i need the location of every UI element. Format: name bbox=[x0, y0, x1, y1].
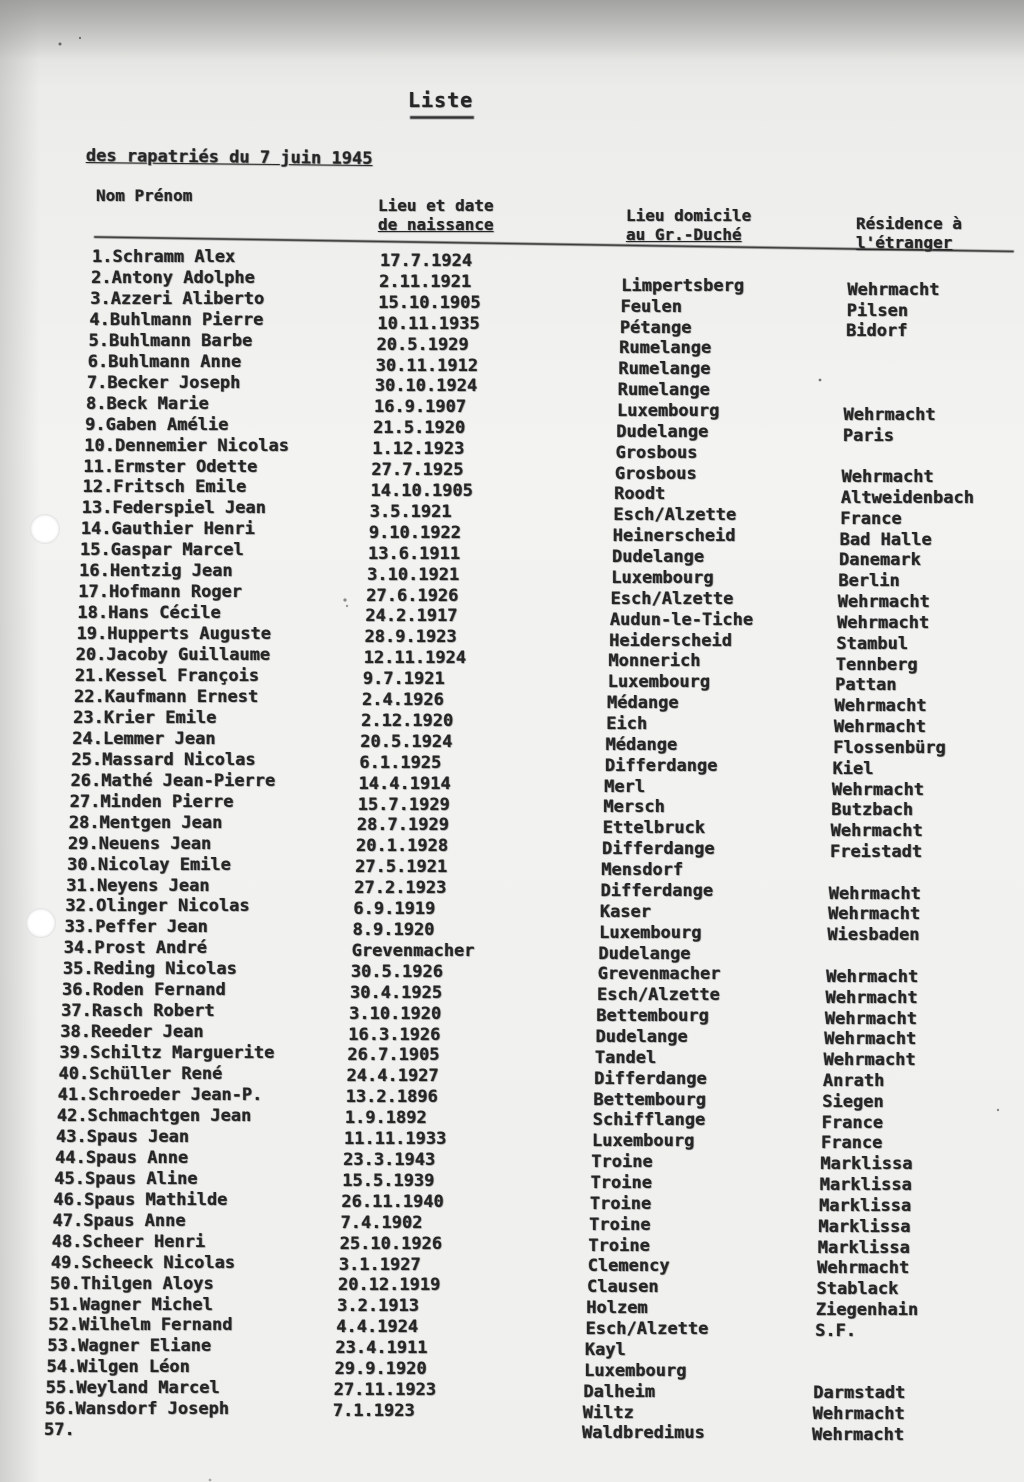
cell-birth: 12.11.1924 bbox=[363, 648, 467, 669]
cell-name: 24.Lemmer Jean bbox=[72, 728, 216, 749]
cell-domicile: Wiltz bbox=[582, 1402, 634, 1423]
cell-birth: 24.4.1927 bbox=[346, 1066, 439, 1087]
cell-birth: 21.5.1920 bbox=[373, 418, 466, 439]
cell-name: 4.Buhlmann Pierre bbox=[89, 309, 264, 330]
cell-name: 53.Wagner Eliane bbox=[47, 1336, 212, 1357]
cell-birth: 10.11.1935 bbox=[377, 313, 480, 334]
cell-name: 18.Hans Cécile bbox=[77, 603, 221, 624]
cell-birth: 28.7.1929 bbox=[356, 815, 449, 836]
cell-abroad: Marklissa bbox=[819, 1175, 912, 1196]
cell-birth: 30.4.1925 bbox=[350, 982, 443, 1003]
cell-domicile: Luxembourg bbox=[592, 1131, 695, 1152]
cell-abroad: Wehrmacht bbox=[812, 1424, 905, 1445]
cell-abroad: Darmstadt bbox=[813, 1383, 906, 1404]
cell-domicile: Troine bbox=[588, 1235, 650, 1256]
cell-abroad: Siegen bbox=[822, 1091, 884, 1112]
cell-domicile: Grosbous bbox=[615, 442, 698, 463]
cell-birth: Grevenmacher bbox=[351, 940, 475, 961]
cell-name: 9.Gaben Amélie bbox=[85, 414, 229, 435]
cell-name: 55.Weyland Marcel bbox=[45, 1378, 220, 1399]
cell-birth: 3.5.1921 bbox=[369, 501, 452, 522]
cell-domicile: Dalheim bbox=[583, 1381, 656, 1402]
cell-abroad: Marklissa bbox=[820, 1154, 913, 1175]
cell-birth: 14.10.1905 bbox=[370, 480, 473, 501]
cell-name: 32.Olinger Nicolas bbox=[65, 896, 250, 917]
cell-name: 12.Fritsch Emile bbox=[82, 477, 247, 498]
cell-abroad: Marklissa bbox=[819, 1195, 912, 1216]
cell-birth: 27.11.1923 bbox=[333, 1379, 437, 1400]
cell-birth: 24.2.1917 bbox=[365, 606, 458, 627]
cell-birth: 20.1.1928 bbox=[356, 836, 449, 857]
cell-abroad: Stambul bbox=[836, 633, 909, 654]
list-row bbox=[0, 1042, 1024, 1071]
cell-abroad: Wehrmacht bbox=[834, 696, 927, 717]
cell-birth: 27.2.1923 bbox=[354, 878, 447, 899]
list-row bbox=[0, 812, 1024, 842]
header-abroad-line2: l'étranger bbox=[856, 233, 953, 252]
cell-birth: 23.4.1911 bbox=[335, 1338, 428, 1359]
list-row bbox=[0, 1419, 1024, 1445]
cell-birth: 30.5.1926 bbox=[350, 961, 443, 982]
cell-birth: 30.11.1912 bbox=[375, 355, 479, 376]
cell-domicile: Esch/Alzette bbox=[585, 1319, 709, 1340]
list-row bbox=[0, 875, 1024, 904]
cell-abroad: Wehrmacht bbox=[831, 779, 925, 800]
list-row bbox=[0, 1021, 1024, 1050]
list-row bbox=[0, 707, 1024, 738]
cell-domicile: Differdange bbox=[600, 880, 714, 901]
cell-name: 31.Neyens Jean bbox=[66, 875, 210, 896]
cell-domicile: Luxembourg bbox=[607, 672, 711, 693]
cell-name: 26.Mathé Jean-Pierre bbox=[70, 770, 276, 791]
cell-birth: 27.5.1921 bbox=[355, 857, 448, 878]
cell-domicile: Differdange bbox=[594, 1068, 707, 1089]
cell-abroad: Stablack bbox=[816, 1279, 899, 1300]
cell-abroad: Flossenbürg bbox=[833, 737, 946, 758]
cell-name: 29.Neuens Jean bbox=[68, 833, 212, 854]
cell-birth: 15.7.1929 bbox=[357, 794, 450, 815]
list-row bbox=[0, 1356, 1024, 1381]
cell-birth: 2.11.1921 bbox=[379, 271, 472, 292]
cell-name: 50.Thilgen Aloys bbox=[50, 1273, 214, 1294]
cell-abroad: Paris bbox=[842, 425, 895, 446]
cell-birth: 26.11.1940 bbox=[341, 1191, 444, 1212]
cell-birth: 7.1.1923 bbox=[332, 1400, 415, 1421]
cell-abroad: Wehrmacht bbox=[837, 592, 930, 613]
cell-name: 14.Gauthier Henri bbox=[80, 519, 255, 540]
list-row bbox=[0, 351, 1024, 380]
cell-domicile: Kaser bbox=[599, 901, 652, 922]
cell-domicile: Luxembourg bbox=[617, 401, 720, 422]
cell-birth: 26.7.1905 bbox=[347, 1045, 440, 1066]
cell-name: 3.Azzeri Aliberto bbox=[90, 288, 265, 309]
cell-domicile: Holzem bbox=[586, 1298, 648, 1319]
cell-birth: 23.3.1943 bbox=[343, 1150, 436, 1170]
cell-abroad: Wiesbaden bbox=[827, 925, 920, 946]
cell-name: 49.Scheeck Nicolas bbox=[50, 1252, 236, 1273]
list-row bbox=[0, 644, 1024, 675]
cell-birth: 3.10.1921 bbox=[367, 564, 460, 585]
list-row bbox=[0, 854, 1024, 881]
cell-domicile: Schifflange bbox=[592, 1110, 706, 1131]
cell-domicile: Dudelange bbox=[598, 943, 691, 964]
cell-domicile: Differdange bbox=[602, 839, 715, 860]
cell-domicile: Troine bbox=[589, 1214, 651, 1235]
cell-name: 44.Spaus Anne bbox=[55, 1147, 189, 1168]
list-row bbox=[0, 330, 1024, 359]
cell-name: 20.Jacoby Guillaume bbox=[75, 645, 271, 666]
cell-birth: 13.2.1896 bbox=[345, 1087, 438, 1108]
list-row bbox=[0, 791, 1024, 821]
cell-abroad: Wehrmacht bbox=[824, 1008, 917, 1029]
cell-birth: 8.9.1920 bbox=[352, 920, 435, 941]
list-row bbox=[0, 895, 1024, 925]
cell-name: 10.Dennemier Nicolas bbox=[84, 435, 289, 456]
cell-abroad: Wehrmacht bbox=[828, 883, 921, 904]
header-birth-line2: de naissance bbox=[378, 215, 494, 234]
cell-domicile: Troine bbox=[589, 1193, 652, 1214]
cell-birth: 27.7.1925 bbox=[371, 460, 464, 481]
list-row bbox=[0, 833, 1024, 862]
document-subtitle: des rapatriés du 7 juin 1945 bbox=[85, 146, 373, 169]
cell-domicile: Heinerscheid bbox=[612, 526, 736, 547]
cell-birth: 13.6.1911 bbox=[368, 543, 461, 564]
cell-name: 25.Massard Nicolas bbox=[71, 749, 256, 770]
cell-domicile: Eich bbox=[606, 714, 648, 734]
cell-birth: 6.1.1925 bbox=[359, 752, 442, 773]
cell-name: 19.Hupperts Auguste bbox=[76, 624, 272, 645]
list-row bbox=[0, 686, 1024, 717]
cell-domicile: Rumelange bbox=[618, 359, 711, 380]
list-row bbox=[0, 1189, 1024, 1216]
list-row bbox=[0, 1210, 1024, 1237]
list-row bbox=[0, 1147, 1024, 1175]
cell-domicile: Mersch bbox=[603, 797, 665, 818]
cell-birth: 3.10.1920 bbox=[349, 1003, 442, 1024]
cell-abroad: France bbox=[821, 1112, 884, 1133]
cell-birth: 29.9.1920 bbox=[334, 1359, 427, 1380]
cell-domicile: Luxembourg bbox=[599, 922, 702, 943]
cell-abroad: Wehrmacht bbox=[843, 404, 936, 425]
cell-domicile: Esch/Alzette bbox=[610, 588, 734, 609]
cell-name: 34.Prost André bbox=[63, 938, 207, 959]
cell-name: 36.Roden Fernand bbox=[62, 980, 226, 1001]
cell-abroad: Ziegenhain bbox=[815, 1300, 919, 1321]
cell-domicile: Esch/Alzette bbox=[597, 985, 720, 1006]
cell-name: 37.Rasch Robert bbox=[61, 1001, 215, 1022]
cell-name: 6.Buhlmann Anne bbox=[87, 351, 242, 372]
cell-abroad: Marklissa bbox=[817, 1237, 910, 1258]
cell-name: 23.Krier Emile bbox=[73, 707, 217, 728]
cell-domicile: Heiderscheid bbox=[609, 630, 732, 651]
cell-birth: 15.10.1905 bbox=[378, 292, 481, 313]
cell-birth: 15.5.1939 bbox=[342, 1170, 435, 1191]
cell-domicile: Rumelange bbox=[617, 380, 710, 401]
list-row bbox=[0, 518, 1024, 550]
cell-name: 28.Mentgen Jean bbox=[68, 812, 223, 833]
list-row bbox=[0, 497, 1024, 529]
cell-birth: 16.9.1907 bbox=[374, 397, 467, 418]
list-row bbox=[0, 602, 1024, 633]
cell-name: 13.Federspiel Jean bbox=[81, 498, 266, 519]
list-row bbox=[0, 1377, 1024, 1404]
cell-name: 39.Schiltz Marguerite bbox=[59, 1043, 275, 1064]
header-abroad-line1: Résidence à bbox=[856, 214, 962, 233]
cell-abroad: Bidorf bbox=[846, 321, 908, 342]
cell-domicile: Waldbredimus bbox=[582, 1423, 705, 1444]
cell-abroad: France bbox=[840, 508, 902, 529]
list-row bbox=[0, 916, 1024, 946]
list-row bbox=[0, 1063, 1024, 1092]
cell-birth: 9.7.1921 bbox=[362, 669, 445, 690]
list-row bbox=[0, 1335, 1024, 1360]
cell-abroad: France bbox=[821, 1133, 883, 1154]
cell-abroad: Anrath bbox=[822, 1071, 885, 1092]
cell-domicile: Luxembourg bbox=[611, 567, 714, 588]
cell-birth: 27.6.1926 bbox=[366, 585, 459, 606]
cell-birth: 14.4.1914 bbox=[358, 773, 451, 794]
cell-name: 52.Wilhelm Fernand bbox=[48, 1315, 233, 1336]
cell-name: 5.Buhlmann Barbe bbox=[88, 330, 253, 351]
cell-abroad: Wehrmacht bbox=[817, 1258, 910, 1279]
list-row bbox=[0, 1000, 1024, 1029]
cell-abroad: Wehrmacht bbox=[841, 467, 934, 488]
cell-domicile: Troine bbox=[590, 1173, 652, 1194]
list-row bbox=[0, 1084, 1024, 1112]
cell-abroad: Pilsen bbox=[846, 300, 909, 321]
cell-abroad: Wehrmacht bbox=[847, 279, 940, 300]
cell-birth: 2.12.1920 bbox=[361, 710, 454, 731]
list-row bbox=[0, 372, 1024, 401]
cell-name: 11.Ermster Odette bbox=[83, 456, 258, 477]
list-row bbox=[0, 1231, 1024, 1258]
cell-name: 33.Peffer Jean bbox=[64, 917, 208, 938]
cell-abroad: Danemark bbox=[839, 550, 921, 571]
cell-domicile: Monnerich bbox=[608, 651, 701, 672]
cell-name: 41.Schroeder Jean-P. bbox=[57, 1085, 263, 1105]
cell-abroad: Wehrmacht bbox=[824, 1029, 917, 1050]
cell-birth: 7.4.1902 bbox=[340, 1212, 423, 1233]
list-row bbox=[0, 937, 1024, 964]
cell-name: 46.Spaus Mathilde bbox=[53, 1189, 228, 1210]
cell-domicile: Dudelange bbox=[612, 547, 705, 568]
cell-domicile: Luxembourg bbox=[584, 1360, 687, 1381]
cell-name: 45.Spaus Aline bbox=[54, 1168, 198, 1189]
cell-domicile: Mensdorf bbox=[601, 860, 684, 881]
cell-abroad: S.F. bbox=[815, 1320, 857, 1341]
cell-name: 57. bbox=[44, 1420, 75, 1441]
list-row bbox=[0, 1294, 1024, 1321]
list-row bbox=[0, 1105, 1024, 1133]
list-row bbox=[0, 581, 1024, 613]
header-domicile-line2: au Gr.-Duché bbox=[626, 225, 742, 244]
cell-domicile: Dudelange bbox=[595, 1026, 688, 1047]
list-row bbox=[0, 979, 1024, 1008]
header-domicile-line1: Lieu domicile bbox=[626, 206, 752, 225]
cell-abroad: Tennberg bbox=[835, 654, 918, 675]
cell-name: 40.Schüller René bbox=[58, 1064, 223, 1085]
cell-domicile: Pétange bbox=[619, 317, 692, 338]
cell-abroad: Wehrmacht bbox=[828, 904, 921, 925]
cell-name: 17.Hofmann Roger bbox=[78, 582, 243, 603]
cell-name: 51.Wagner Michel bbox=[49, 1294, 213, 1315]
header-name: Nom Prénom bbox=[96, 186, 193, 205]
cell-name: 48.Scheer Henri bbox=[51, 1231, 206, 1252]
list-row bbox=[0, 623, 1024, 654]
cell-domicile: Roodt bbox=[614, 484, 666, 505]
list-row bbox=[0, 539, 1024, 571]
cell-name: 1.Schramm Alex bbox=[92, 247, 236, 267]
cell-domicile: Esch/Alzette bbox=[613, 505, 737, 526]
list-row bbox=[0, 560, 1024, 592]
cell-domicile: Tandel bbox=[594, 1047, 657, 1068]
list-row bbox=[0, 1126, 1024, 1154]
list-row bbox=[0, 246, 1024, 271]
cell-name: 43.Spaus Jean bbox=[56, 1126, 190, 1147]
cell-name: 35.Reding Nicolas bbox=[62, 959, 237, 980]
cell-abroad: Marklissa bbox=[818, 1216, 911, 1237]
cell-birth: 16.3.1926 bbox=[348, 1024, 441, 1045]
cell-abroad: Kiel bbox=[832, 758, 874, 779]
cell-name: 2.Antony Adolphe bbox=[91, 267, 255, 288]
header-birth-line1: Lieu et date bbox=[378, 196, 494, 215]
cell-birth: 20.5.1929 bbox=[376, 334, 469, 355]
cell-abroad: Bad Halle bbox=[839, 529, 932, 550]
cell-abroad: Wehrmacht bbox=[830, 821, 923, 842]
cell-domicile: Rumelange bbox=[619, 338, 712, 359]
cell-abroad: Wehrmacht bbox=[825, 987, 918, 1008]
cell-domicile: Feulen bbox=[620, 296, 682, 317]
cell-domicile: Bettembourg bbox=[596, 1006, 709, 1027]
cell-abroad: Wehrmacht bbox=[826, 966, 919, 987]
cell-domicile: Merl bbox=[604, 776, 646, 797]
cell-birth: 3.2.1913 bbox=[337, 1296, 420, 1317]
cell-domicile: Clausen bbox=[587, 1277, 659, 1298]
cell-name: 38.Reeder Jean bbox=[60, 1022, 204, 1043]
cell-abroad: Freistadt bbox=[830, 841, 923, 862]
cell-birth: 6.9.1919 bbox=[353, 899, 436, 920]
cell-domicile: Médange bbox=[605, 734, 678, 755]
list-row bbox=[0, 770, 1024, 800]
cell-domicile: Grevenmacher bbox=[597, 964, 721, 985]
cell-name: 22.Kaufmann Ernest bbox=[74, 686, 259, 707]
list-row bbox=[0, 1273, 1024, 1300]
cell-domicile: Troine bbox=[591, 1152, 653, 1173]
cell-name: 47.Spaus Anne bbox=[52, 1210, 186, 1231]
list-row bbox=[0, 749, 1024, 779]
cell-domicile: Dudelange bbox=[616, 421, 709, 442]
cell-domicile: Médange bbox=[607, 693, 679, 714]
cell-abroad: Altweidenbach bbox=[840, 488, 974, 509]
cell-birth: 20.12.1919 bbox=[338, 1275, 441, 1296]
list-row bbox=[0, 1252, 1024, 1279]
cell-abroad: Wehrmacht bbox=[823, 1050, 916, 1071]
cell-name: 27.Minden Pierre bbox=[69, 791, 234, 812]
list-row bbox=[0, 435, 1024, 463]
cell-domicile: Kayl bbox=[584, 1339, 626, 1360]
cell-birth: 28.9.1923 bbox=[364, 627, 457, 648]
list-row bbox=[0, 1168, 1024, 1196]
cell-abroad: Wehrmacht bbox=[837, 612, 930, 633]
cell-birth: 11.11.1933 bbox=[344, 1129, 447, 1150]
cell-name: 15.Gaspar Marcel bbox=[80, 540, 244, 561]
cell-name: 8.Beck Marie bbox=[86, 393, 209, 414]
list-row bbox=[0, 1398, 1024, 1425]
cell-birth: 30.10.1924 bbox=[374, 376, 478, 397]
document-title: Liste bbox=[408, 88, 474, 112]
cell-birth: 1.12.1923 bbox=[372, 439, 465, 460]
cell-abroad: Berlin bbox=[838, 571, 900, 592]
list-row bbox=[0, 665, 1024, 696]
cell-abroad: Wehrmacht bbox=[812, 1404, 905, 1425]
list-row bbox=[0, 728, 1024, 758]
cell-domicile: Grosbous bbox=[614, 463, 697, 484]
cell-birth: 2.4.1926 bbox=[362, 690, 444, 711]
cell-birth: 17.7.1924 bbox=[380, 251, 473, 271]
cell-name: 54.Wilgen Léon bbox=[46, 1357, 190, 1378]
cell-name: 30.Nicolay Emile bbox=[67, 854, 231, 875]
cell-abroad: Wehrmacht bbox=[833, 717, 926, 738]
cell-domicile: Limpertsberg bbox=[621, 275, 745, 296]
cell-domicile: Audun-le-Tiche bbox=[609, 609, 754, 630]
cell-name: 7.Becker Joseph bbox=[86, 372, 241, 393]
cell-name: 21.Kessel François bbox=[74, 666, 260, 686]
list-row bbox=[0, 958, 1024, 987]
cell-birth: 1.9.1892 bbox=[344, 1108, 427, 1129]
cell-name: 56.Wansdorf Joseph bbox=[44, 1399, 230, 1420]
cell-domicile: Clemency bbox=[587, 1256, 670, 1277]
cell-domicile: Ettelbruck bbox=[602, 818, 706, 839]
cell-name: 42.Schmachtgen Jean bbox=[56, 1105, 252, 1126]
cell-abroad: Pattan bbox=[835, 675, 897, 696]
list-row bbox=[0, 1314, 1024, 1341]
cell-domicile: Bettembourg bbox=[593, 1089, 707, 1110]
cell-birth: 25.10.1926 bbox=[339, 1233, 443, 1254]
cell-birth: 3.1.1927 bbox=[338, 1254, 421, 1275]
cell-name: 16.Hentzig Jean bbox=[79, 561, 233, 582]
cell-birth: 20.5.1924 bbox=[360, 731, 453, 752]
cell-birth: 9.10.1922 bbox=[368, 522, 461, 543]
cell-abroad: Butzbach bbox=[831, 800, 914, 821]
cell-birth: 4.4.1924 bbox=[336, 1317, 419, 1338]
cell-domicile: Differdange bbox=[604, 755, 718, 776]
